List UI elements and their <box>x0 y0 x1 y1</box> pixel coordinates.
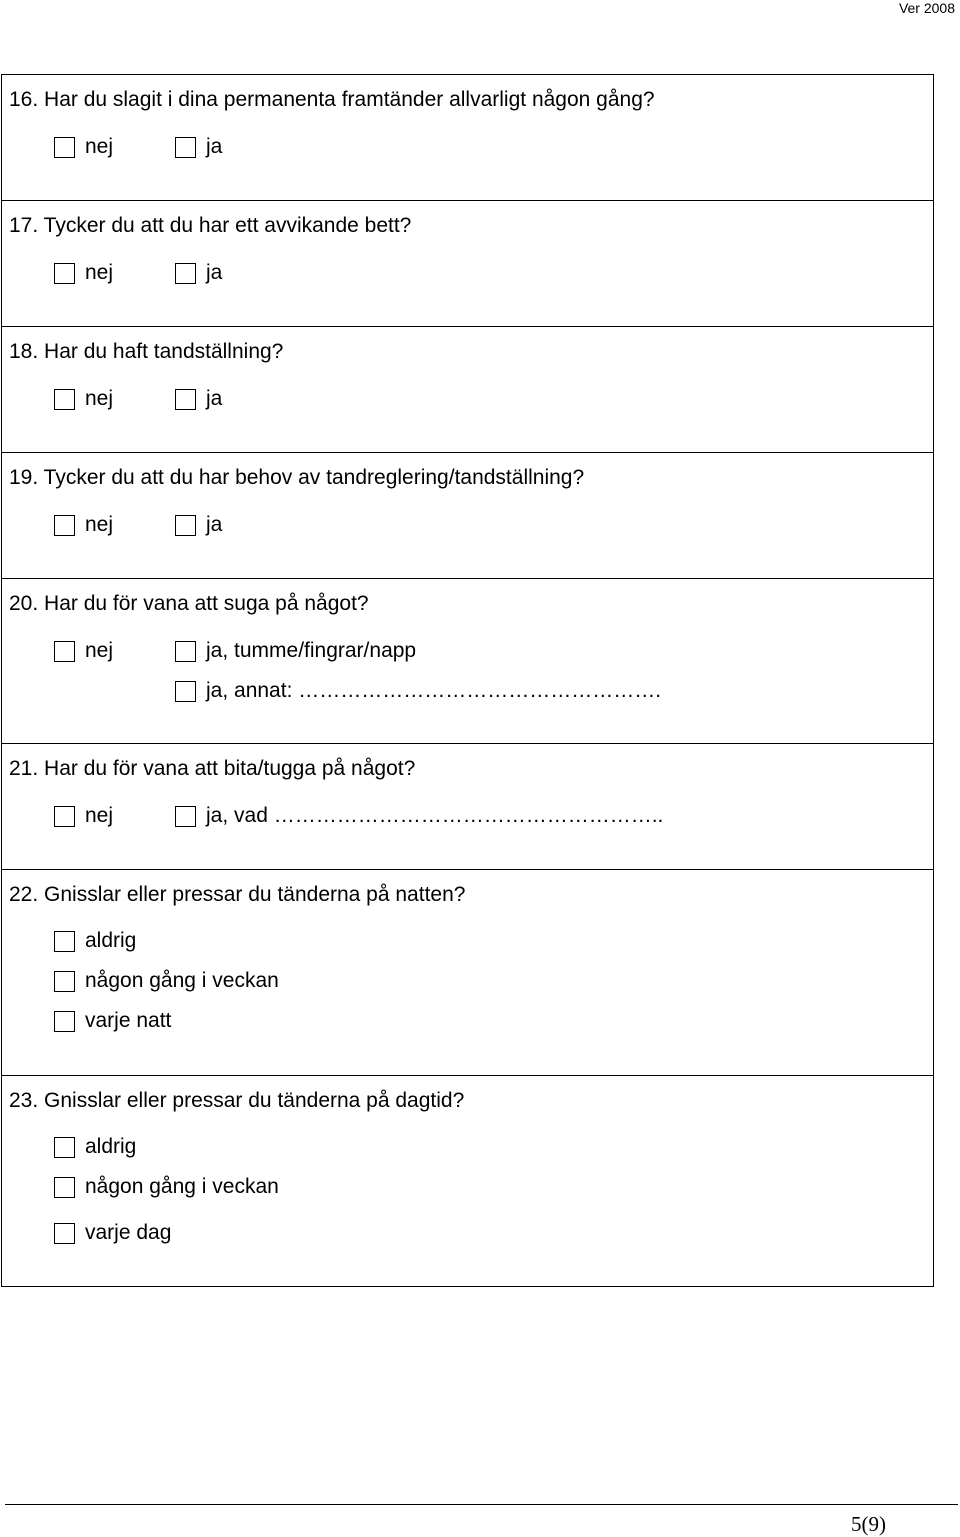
checkbox[interactable] <box>54 137 75 158</box>
questionnaire-form <box>1 74 934 1287</box>
option-label: nej <box>85 135 114 158</box>
option-varje-dag[interactable] <box>54 1221 171 1245</box>
checkbox[interactable] <box>175 515 196 536</box>
checkbox[interactable] <box>54 263 75 284</box>
option-label: ja <box>206 513 223 536</box>
checkbox[interactable] <box>54 971 75 992</box>
option-label: nej <box>85 387 114 410</box>
checkbox[interactable] <box>54 1137 75 1158</box>
option-nej[interactable] <box>54 639 113 663</box>
question-text: 18. Har du haft tandställning? <box>9 340 284 363</box>
option-label: ja, annat: ……………………………………………. <box>206 679 662 702</box>
option-ja-tumme[interactable] <box>175 639 416 663</box>
checkbox[interactable] <box>54 1177 75 1198</box>
option-ja-annat[interactable] <box>175 679 661 703</box>
option-label: ja <box>206 261 223 284</box>
option-aldrig[interactable] <box>54 1135 136 1159</box>
question-text: 22. Gnisslar eller pressar du tänderna på natten? <box>9 883 466 906</box>
option-label: någon gång i veckan <box>85 1175 279 1198</box>
question-22 <box>2 870 933 1076</box>
version-label: Ver 2008 <box>898 0 955 16</box>
option-label: ja, vad ……………………………………………….. <box>206 804 664 827</box>
option-nej[interactable] <box>54 261 113 285</box>
question-18 <box>2 327 933 453</box>
option-label: nej <box>85 639 114 662</box>
checkbox[interactable] <box>54 1223 75 1244</box>
option-varje-natt[interactable] <box>54 1009 171 1033</box>
option-label: varje dag <box>85 1221 172 1244</box>
question-text: 21. Har du för vana att bita/tugga på något? <box>9 757 416 780</box>
question-text: 19. Tycker du att du har behov av tandreglering/tandställning? <box>9 466 585 489</box>
option-label: nej <box>85 261 114 284</box>
option-label: ja <box>206 387 223 410</box>
question-text: 23. Gnisslar eller pressar du tänderna på dagtid? <box>9 1089 465 1112</box>
checkbox[interactable] <box>54 641 75 662</box>
option-ja[interactable] <box>175 387 222 411</box>
checkbox[interactable] <box>175 806 196 827</box>
option-aldrig[interactable] <box>54 929 136 953</box>
question-21 <box>2 744 933 870</box>
question-17 <box>2 201 933 327</box>
question-text: 16. Har du slagit i dina permanenta framtänder allvarligt någon gång? <box>9 88 655 111</box>
option-ja[interactable] <box>175 513 222 537</box>
option-ja-vad[interactable] <box>175 804 663 828</box>
option-label: varje natt <box>85 1009 172 1032</box>
option-label: ja, tumme/fingrar/napp <box>206 639 417 662</box>
checkbox[interactable] <box>54 515 75 536</box>
checkbox[interactable] <box>175 681 196 702</box>
checkbox[interactable] <box>175 641 196 662</box>
question-text: 20. Har du för vana att suga på något? <box>9 592 369 615</box>
option-nej[interactable] <box>54 513 113 537</box>
question-text: 17. Tycker du att du har ett avvikande bett? <box>9 214 412 237</box>
option-ja[interactable] <box>175 261 222 285</box>
option-label: nej <box>85 804 114 827</box>
page-number: 5(9) <box>851 1512 886 1536</box>
checkbox[interactable] <box>175 389 196 410</box>
question-20 <box>2 579 933 744</box>
option-label: någon gång i veckan <box>85 969 279 992</box>
option-label: aldrig <box>85 929 137 952</box>
checkbox[interactable] <box>54 1011 75 1032</box>
question-16 <box>2 75 933 201</box>
option-nej[interactable] <box>54 804 113 828</box>
checkbox[interactable] <box>175 263 196 284</box>
option-ja[interactable] <box>175 135 222 159</box>
option-nagon-gang-i-veckan[interactable] <box>54 1175 279 1199</box>
question-23 <box>2 1076 933 1286</box>
option-label: ja <box>206 135 223 158</box>
checkbox[interactable] <box>175 137 196 158</box>
footer-divider <box>5 1504 958 1505</box>
checkbox[interactable] <box>54 931 75 952</box>
question-19 <box>2 453 933 579</box>
option-nagon-gang-i-veckan[interactable] <box>54 969 279 993</box>
option-nej[interactable] <box>54 387 113 411</box>
checkbox[interactable] <box>54 389 75 410</box>
option-label: aldrig <box>85 1135 137 1158</box>
option-nej[interactable] <box>54 135 113 159</box>
option-label: nej <box>85 513 114 536</box>
checkbox[interactable] <box>54 806 75 827</box>
